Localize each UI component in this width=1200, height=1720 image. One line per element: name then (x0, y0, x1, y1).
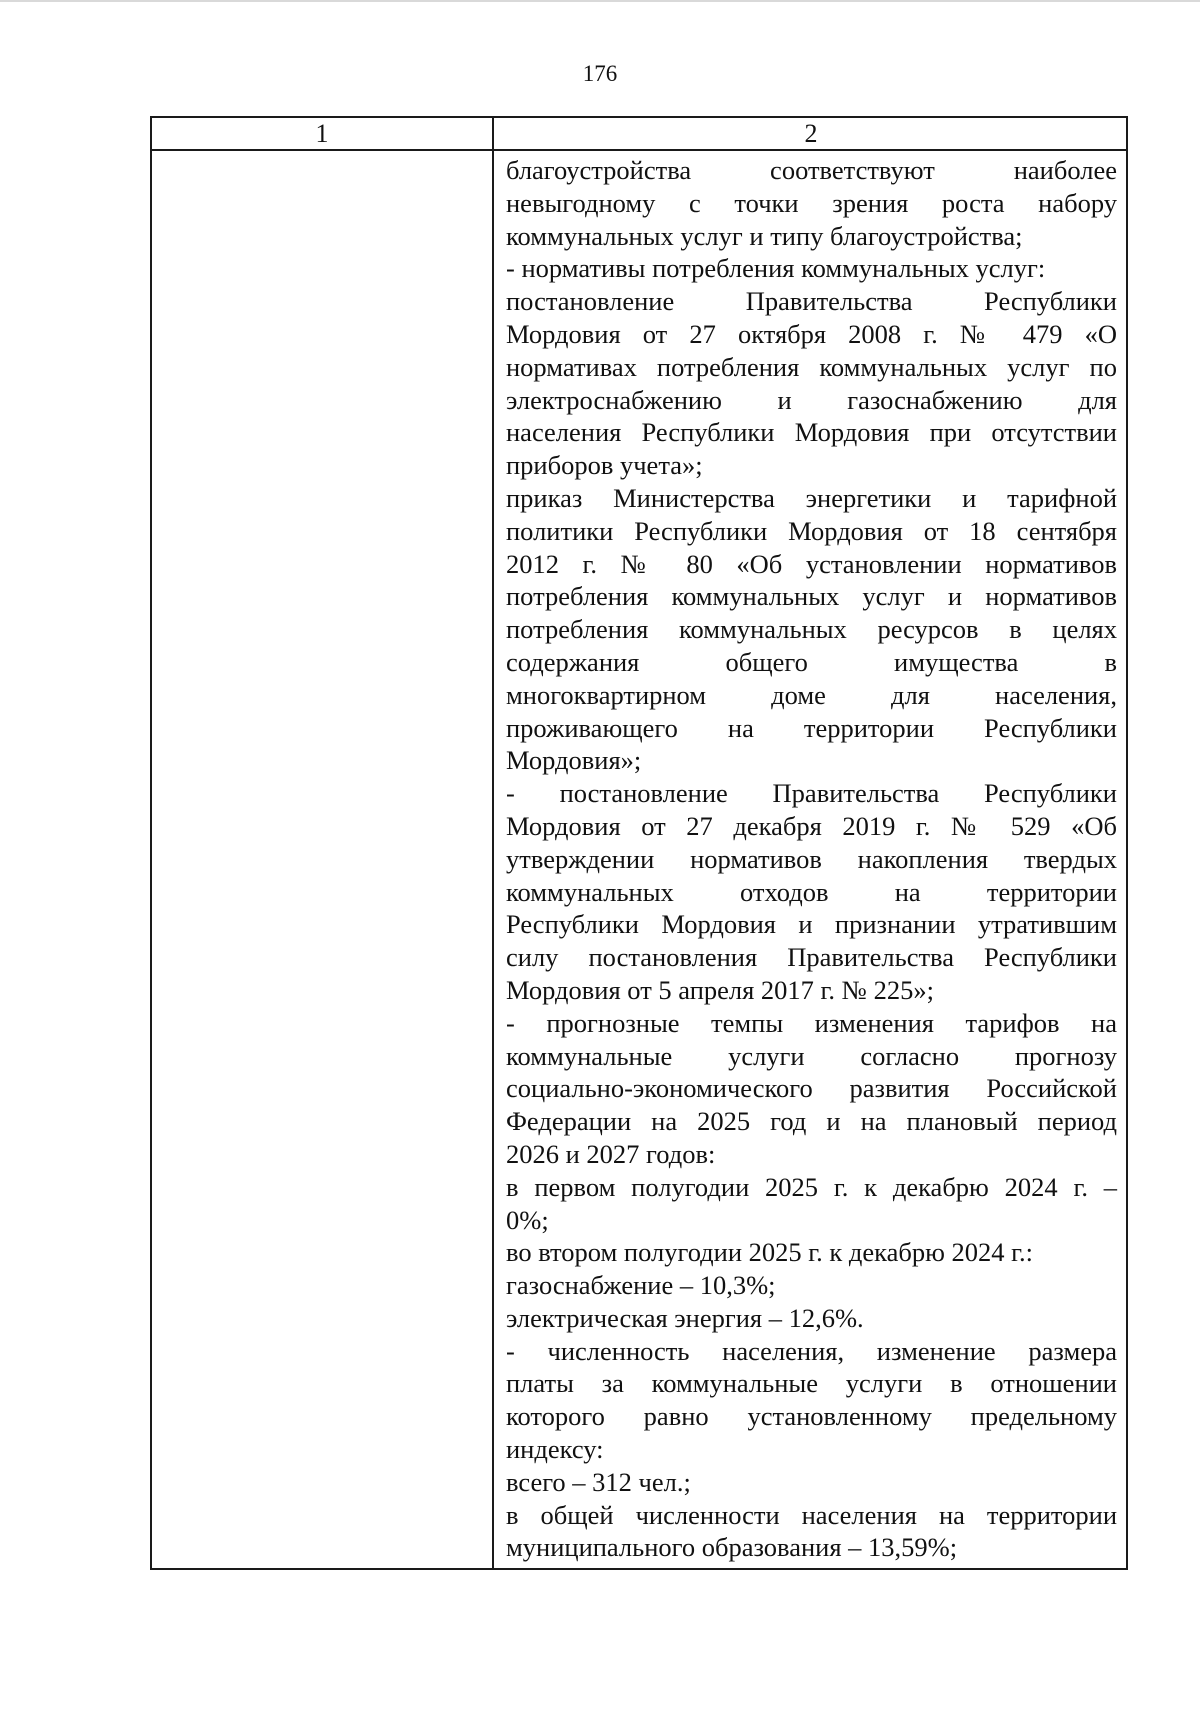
text-line: которого равно установленному предельному (506, 1401, 1117, 1432)
text-line: Мордовия от 27 декабря 2019 г. № 529 «Об (506, 810, 1117, 841)
text-line: Федерации на 2025 год и на плановый период (506, 1106, 1117, 1137)
text-line: электроснабжению и газоснабжению для (506, 384, 1117, 415)
text-line: индексу: (506, 1434, 604, 1465)
text-line: всего – 312 чел.; (506, 1466, 691, 1497)
text-line: приборов учета»; (506, 450, 703, 481)
text-line: во втором полугодии 2025 г. к декабрю 2024 г.: (506, 1237, 1034, 1268)
page-number: 176 (582, 61, 618, 86)
text-line: - постановление Правительства Республики (506, 778, 1117, 809)
text-line: проживающего на территории Республики (506, 712, 1117, 743)
text-line: потребления коммунальных ресурсов в целях (506, 614, 1117, 645)
header-divider (152, 149, 1126, 151)
text-line: платы за коммунальные услуги в отношении (506, 1368, 1117, 1399)
text-line: 0%; (506, 1204, 549, 1235)
text-line: постановление Правительства Республики (506, 286, 1117, 317)
text-line: содержания общего имущества в (506, 646, 1117, 677)
text-line: в общей численности населения на территории (506, 1499, 1117, 1530)
text-line: 2012 г. № 80 «Об установлении нормативов (506, 548, 1117, 579)
text-line: населения Республики Мордовия при отсутствии (506, 417, 1117, 448)
text-line: муниципального образования – 13,59%; (506, 1532, 958, 1563)
text-line: газоснабжение – 10,3%; (506, 1270, 776, 1301)
text-line: электрическая энергия – 12,6%. (506, 1302, 864, 1333)
text-line: 2026 и 2027 годов: (506, 1138, 716, 1169)
text-line: многоквартирном доме для населения, (506, 679, 1117, 710)
text-line: Мордовия от 5 апреля 2017 г. № 225»; (506, 974, 934, 1005)
text-line: Республики Мордовия и признании утратившим (506, 909, 1117, 940)
document-table (150, 116, 1128, 1570)
text-line: благоустройства соответствуют наиболее (506, 155, 1117, 185)
top-edge-rule (0, 0, 1200, 2)
text-line: коммунальных отходов на территории (506, 876, 1117, 907)
text-line: в первом полугодии 2025 г. к декабрю 2024 г. – (506, 1171, 1117, 1202)
text-line: политики Республики Мордовия от 18 сентября (506, 515, 1117, 546)
text-line: силу постановления Правительства Республики (506, 942, 1117, 973)
text-line: нормативах потребления коммунальных услуг по (506, 351, 1117, 382)
text-line: - прогнозные темпы изменения тарифов на (506, 1007, 1117, 1038)
text-line: приказ Министерства энергетики и тарифной (506, 482, 1117, 513)
text-line: потребления коммунальных услуг и нормативов (506, 581, 1117, 612)
text-line: невыгодному с точки зрения роста набору (506, 187, 1117, 218)
text-line: - нормативы потребления коммунальных услуг: (506, 253, 1046, 284)
text-line: коммунальных услуг и типу благоустройства; (506, 220, 1023, 251)
text-line: коммунальные услуги согласно прогнозу (506, 1040, 1117, 1071)
column-header-2: 2 (804, 119, 818, 148)
column-divider (492, 118, 494, 1568)
text-line: социально-экономического развития Российской (506, 1073, 1117, 1104)
column-header-1: 1 (315, 119, 329, 148)
text-line: - численность населения, изменение размера (506, 1335, 1117, 1366)
text-line: Мордовия от 27 октября 2008 г. № 479 «О (506, 318, 1117, 349)
column-2-text (506, 154, 1117, 1564)
text-line: Мордовия»; (506, 745, 642, 776)
text-line: утверждении нормативов накопления твердых (506, 843, 1117, 874)
